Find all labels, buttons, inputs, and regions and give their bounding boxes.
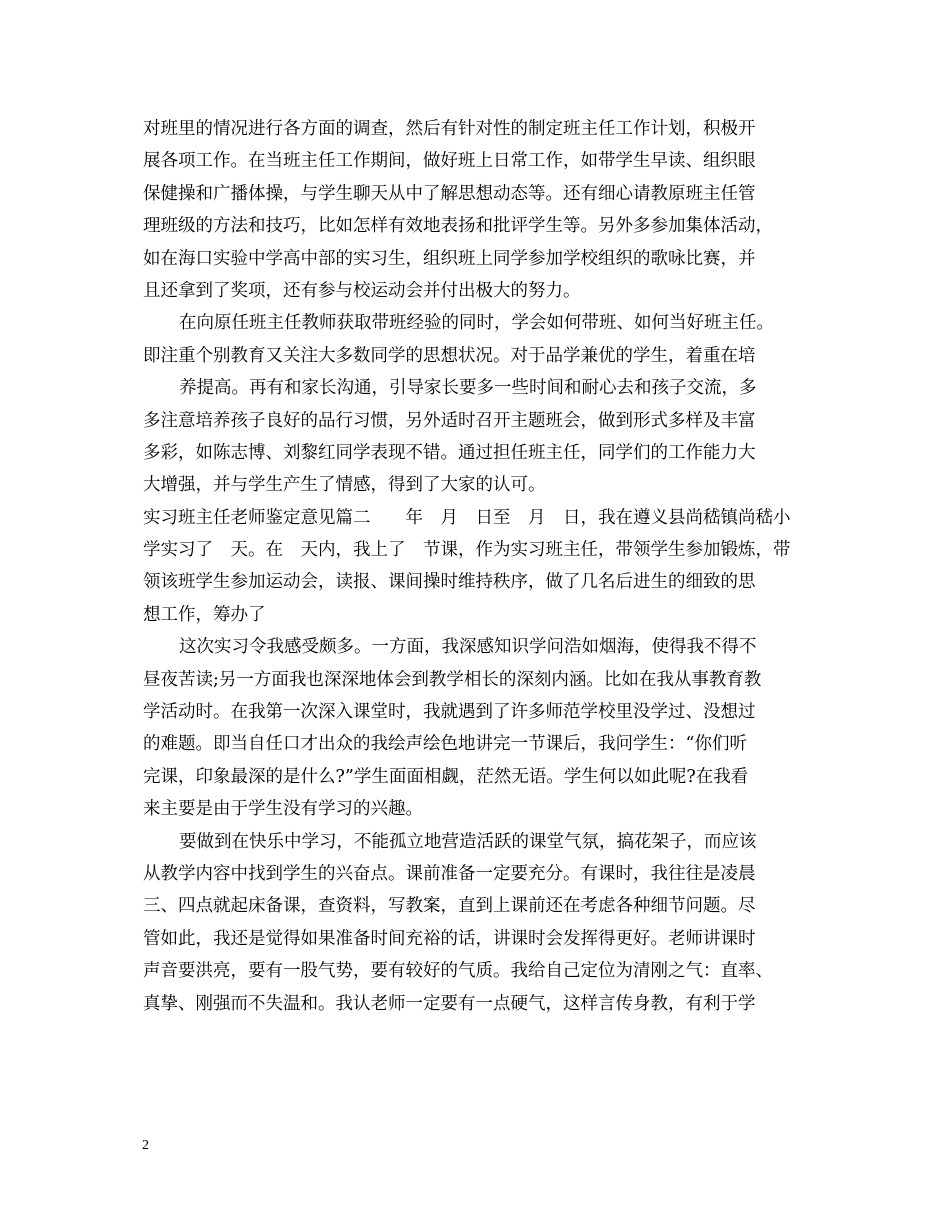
text-line: 来主要是由于学生没有学习的兴趣。 bbox=[143, 799, 423, 820]
text-line: 学实习了 天。在 天内，我上了 节课，作为实习班主任，带领学生参加锻炼，带 bbox=[143, 540, 791, 561]
text-line: 完课，印象最深的是什么?”学生面面相觑，茫然无语。学生何以如此呢?在我看 bbox=[143, 766, 749, 787]
text-line: 声音要洪亮，要有一股气势，要有较好的气质。我给自己定位为清刚之气：直率、 bbox=[143, 961, 773, 982]
text-line: 多彩，如陈志博、刘黎红同学表现不错。通过担任班主任，同学们的工作能力大 bbox=[143, 442, 756, 463]
text-line: 实习班主任老师鉴定意见篇二 年 月 日至 月 日，我在遵义县尚嵇镇尚嵇小 bbox=[143, 507, 791, 528]
text-line: 三、四点就起床备课，查资料，写教案，直到上课前还在考虑各种细节问题。尽 bbox=[143, 896, 756, 917]
text-line: 学活动时。在我第一次深入课堂时，我就遇到了许多师范学校里没学过、没想过 bbox=[143, 702, 756, 723]
text-line: 保健操和广播体操，与学生聊天从中了解思想动态等。还有细心请教原班主任管 bbox=[143, 183, 756, 204]
text-line: 的难题。即当自任口才出众的我绘声绘色地讲完一节课后，我问学生：“你们听 bbox=[143, 734, 747, 755]
text-line: 领该班学生参加运动会，读报、课间操时维持秩序，做了几名后进生的细致的思 bbox=[143, 572, 756, 593]
text-line: 多注意培养孩子良好的品行习惯，另外适时召开主题班会，做到形式多样及丰富 bbox=[143, 410, 756, 431]
text-line: 如在海口实验中学高中部的实习生，组织班上同学参加学校组织的歌咏比赛，并 bbox=[143, 248, 756, 269]
text-line: 在向原任班主任教师获取带班经验的同时，学会如何带班、如何当好班主任。 bbox=[179, 313, 774, 334]
text-line: 且还拿到了奖项，还有参与校运动会并付出极大的努力。 bbox=[143, 280, 581, 301]
text-line: 即注重个别教育又关注大多数同学的思想状况。对于品学兼优的学生，着重在培 bbox=[143, 345, 756, 366]
text-line: 理班级的方法和技巧，比如怎样有效地表扬和批评学生等。另外多参加集体活动， bbox=[143, 216, 773, 237]
text-line: 大增强，并与学生产生了情感，得到了大家的认可。 bbox=[143, 475, 546, 496]
text-line: 养提高。再有和家长沟通，引导家长要多一些时间和耐心去和孩子交流，多 bbox=[179, 378, 757, 399]
body-text bbox=[143, 113, 823, 1020]
text-line: 展各项工作。在当班主任工作期间，做好班上日常工作，如带学生早读、组织眼 bbox=[143, 151, 756, 172]
text-line: 真挚、刚强而不失温和。我认老师一定要有一点硬气，这样言传身教，有利于学 bbox=[143, 993, 756, 1014]
text-line: 对班里的情况进行各方面的调查，然后有针对性的制定班主任工作计划，积极开 bbox=[143, 119, 756, 139]
text-line: 要做到在快乐中学习，不能孤立地营造活跃的课堂气氛，搞花架子，而应该 bbox=[179, 831, 757, 852]
text-line: 从教学内容中找到学生的兴奋点。课前准备一定要充分。有课时，我往往是凌晨 bbox=[143, 863, 756, 884]
text-line: 这次实习令我感受颇多。一方面，我深感知识学问浩如烟海，使得我不得不 bbox=[179, 637, 757, 658]
text-line: 管如此，我还是觉得如果准备时间充裕的话，讲课时会发挥得更好。老师讲课时 bbox=[143, 928, 756, 949]
page-number: 2 bbox=[142, 1138, 149, 1153]
text-line: 昼夜苦读;另一方面我也深深地体会到教学相长的深刻内涵。比如在我从事教育教 bbox=[143, 669, 762, 690]
text-line: 想工作，筹办了 bbox=[143, 604, 266, 625]
